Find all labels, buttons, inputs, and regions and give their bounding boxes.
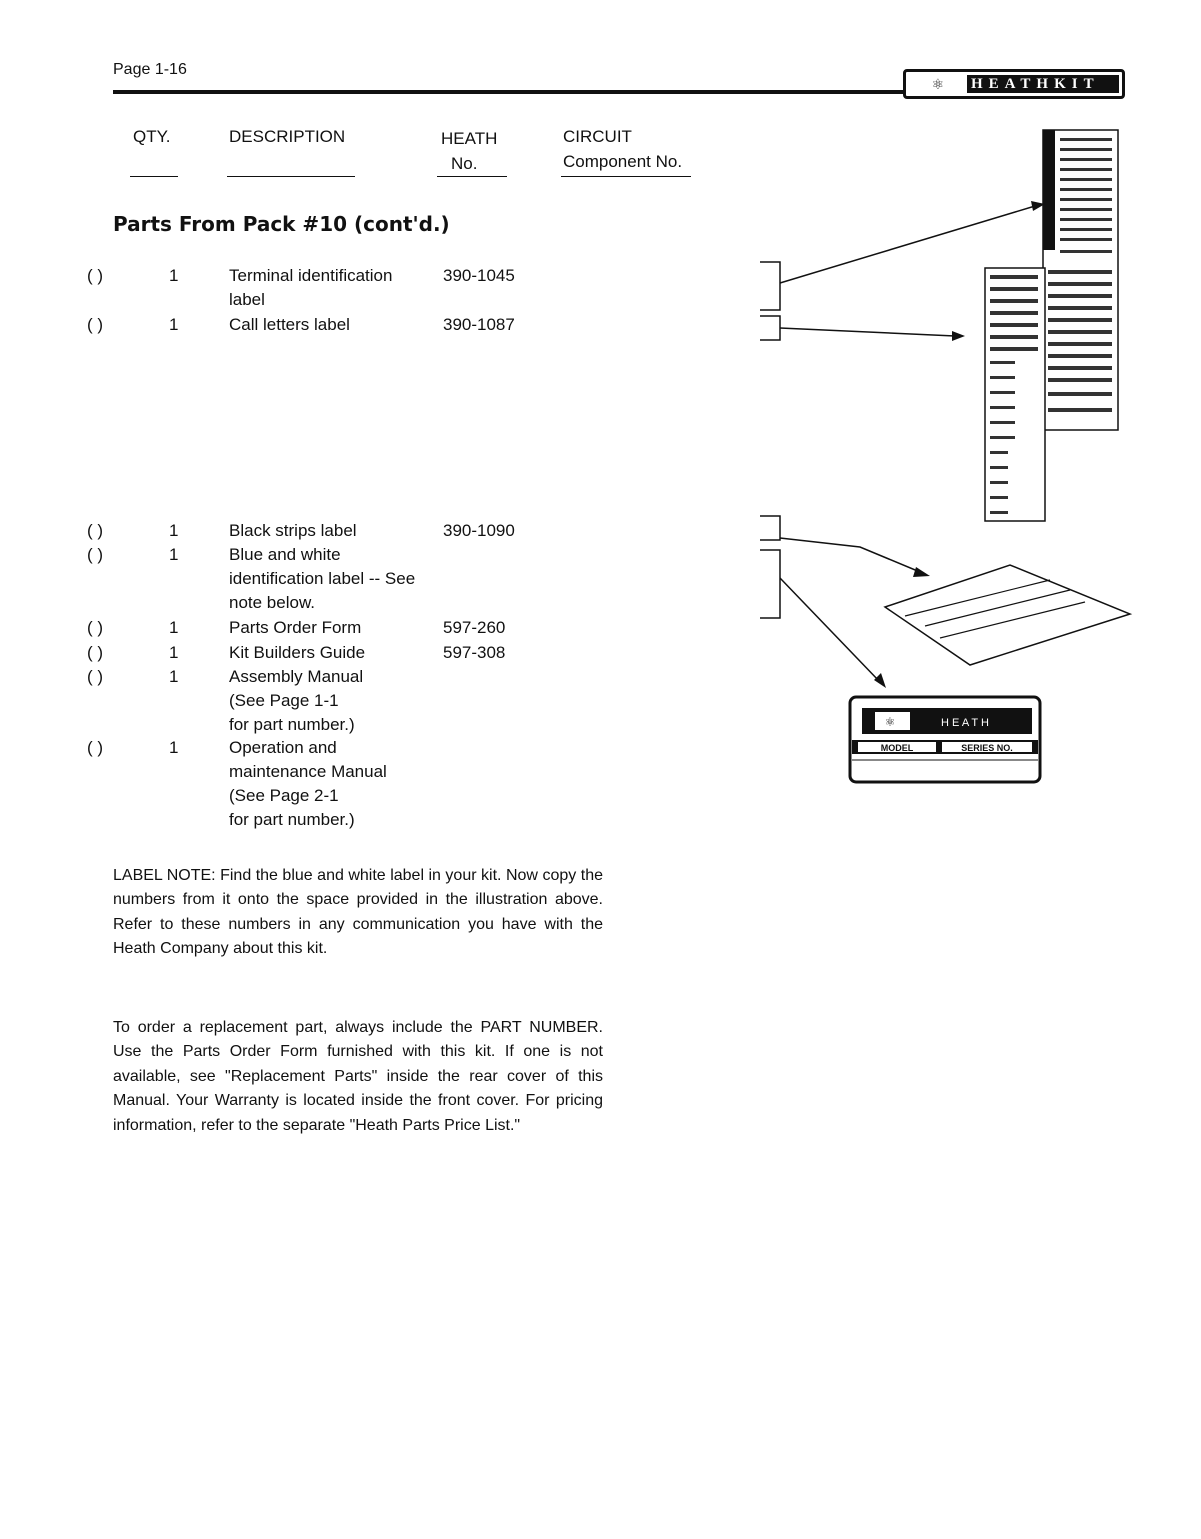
- item-part-number: 390-1045: [443, 266, 515, 285]
- item-desc: Blue and white: [229, 545, 341, 564]
- col-circuit-component: Component No.: [563, 152, 683, 171]
- identification-plate: [850, 697, 1040, 782]
- col-circuit: CIRCUIT: [563, 127, 632, 146]
- call-letters-label-sheet: [985, 268, 1045, 521]
- item-desc: for part number.): [229, 715, 355, 734]
- item-qty: 1: [169, 738, 179, 757]
- plate-model: MODEL: [880, 743, 914, 753]
- col-heath-no: No.: [451, 154, 478, 173]
- item-desc: Call letters label: [229, 315, 350, 334]
- checkbox[interactable]: ( ): [87, 618, 104, 637]
- item-desc: identification label -- See: [229, 569, 416, 588]
- col-circuit-underline: [561, 176, 691, 177]
- item-desc: Parts Order Form: [229, 618, 362, 637]
- item-qty: 1: [169, 315, 179, 334]
- col-heath: HEATH: [441, 129, 498, 148]
- terminal-label-sheet: [1043, 130, 1118, 430]
- checkbox[interactable]: ( ): [87, 643, 104, 662]
- checkbox[interactable]: ( ): [87, 545, 104, 564]
- label-note: LABEL NOTE: Find the blue and white label in your kit. Now copy the numbers from it onto the space provided in the illustration above. Refer to these numbers in any communication you have with the Heath Company about this kit.: [113, 867, 603, 958]
- item-desc: (See Page 2-1: [229, 786, 339, 805]
- checkbox[interactable]: ( ): [87, 315, 104, 334]
- section-title: Parts From Pack #10 (cont'd.): [113, 212, 450, 236]
- item-qty: 1: [169, 667, 179, 686]
- checkbox[interactable]: ( ): [87, 738, 104, 757]
- heathkit-logo: [903, 69, 1125, 99]
- item-part-number: 390-1087: [443, 315, 515, 334]
- item-qty: 1: [169, 545, 179, 564]
- plate-logo: H E A T H: [941, 717, 989, 729]
- item-part-number: 597-260: [443, 618, 506, 637]
- black-strips-label: [885, 565, 1130, 665]
- item-qty: 1: [169, 618, 179, 637]
- col-description: DESCRIPTION: [229, 127, 346, 146]
- checkbox[interactable]: ( ): [87, 521, 104, 540]
- header-rule: [113, 90, 913, 94]
- page-number: Page 1-16: [113, 61, 187, 78]
- item-qty: 1: [169, 643, 179, 662]
- item-desc: note below.: [229, 593, 316, 612]
- item-desc: Kit Builders Guide: [229, 643, 366, 662]
- item-desc: Black strips label: [229, 521, 357, 540]
- item-desc: maintenance Manual: [229, 762, 387, 781]
- item-qty: 1: [169, 521, 179, 540]
- plate-series: SERIES NO.: [961, 743, 1013, 753]
- item-desc: (See Page 1-1: [229, 691, 339, 710]
- item-part-number: 390-1090: [443, 521, 515, 540]
- label-illustration: [740, 120, 1180, 800]
- col-qty-underline: [130, 176, 178, 177]
- item-desc: Terminal identification: [229, 266, 393, 285]
- checkbox[interactable]: ( ): [87, 667, 104, 686]
- item-part-number: 597-308: [443, 643, 506, 662]
- col-qty: QTY.: [133, 127, 171, 146]
- col-heath-underline: [437, 176, 507, 177]
- atom-icon: ⚛: [909, 75, 967, 93]
- item-desc: label: [229, 290, 265, 309]
- item-desc: Operation and: [229, 738, 337, 757]
- col-description-underline: [227, 176, 355, 177]
- logo-text: HEATHKIT: [971, 75, 1100, 92]
- checkbox[interactable]: ( ): [87, 266, 104, 285]
- item-desc: for part number.): [229, 810, 355, 829]
- item-qty: 1: [169, 266, 179, 285]
- item-desc: Assembly Manual: [229, 667, 364, 686]
- atom-icon: ⚛: [884, 715, 896, 729]
- order-note: To order a replacement part, always include the PART NUMBER. Use the Parts Order Form furnished with this kit. If one is not available, see "Replacement Parts" inside the rear cover of this Manual. Your Warranty is located inside the front cover. For pricing information, refer to the separate "Heath Parts Price List.": [113, 1019, 603, 1134]
